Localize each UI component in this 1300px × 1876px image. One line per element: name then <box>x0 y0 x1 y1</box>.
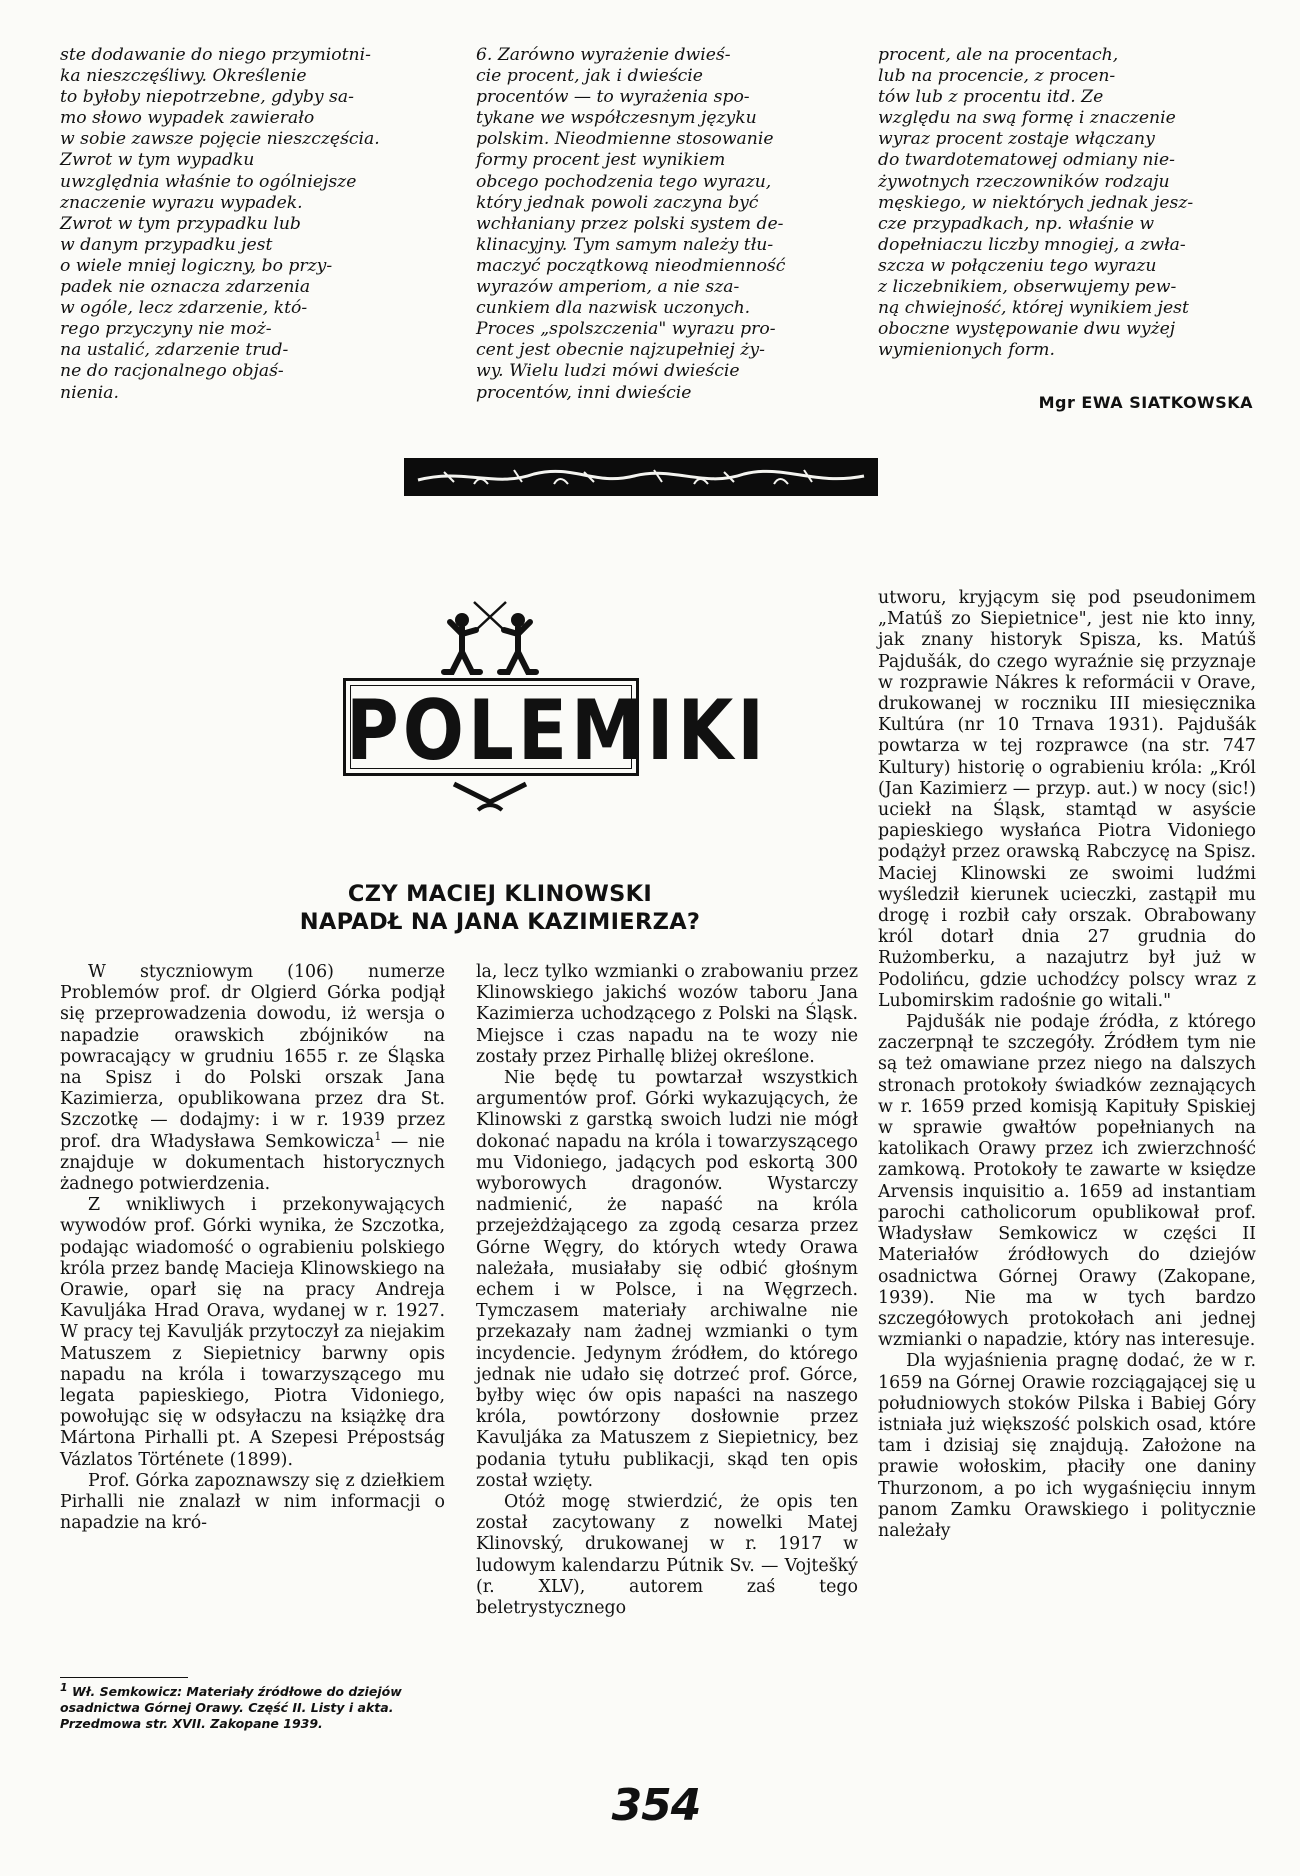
text-line: w sobie zawsze pojęcie nieszczęścia. <box>60 129 380 150</box>
text-line: polskim. Nieodmienne stosowanie <box>476 129 774 150</box>
text-line: tykane we współczesnym języku <box>476 108 757 129</box>
article-column-3 <box>878 588 1256 1542</box>
text-line: Proces „spolszczenia" wyrazu pro- <box>476 319 776 340</box>
footnote <box>60 1680 445 1732</box>
text-line: dopełniaczu liczby mnogiej, a zwła- <box>878 234 1186 255</box>
text-line: szcza w połączeniu tego wyrazu <box>878 255 1157 276</box>
decorative-divider <box>404 458 878 496</box>
text-line: wymienionych form. <box>878 340 1055 361</box>
footnote-mark: 1 <box>60 1680 68 1694</box>
text-line: to byłoby niepotrzebne, gdyby sa- <box>60 87 354 108</box>
text-line: męskiego, w niektórych jednak jesz- <box>878 192 1194 213</box>
text-line: tów lub z procentu itd. Ze <box>878 87 1104 108</box>
text-line: względu na swą formę i znaczenie <box>878 108 1176 129</box>
top-column-1 <box>60 45 445 404</box>
text-line: znaczenie wyrazu wypadek. <box>60 192 303 213</box>
text-line: Zwrot w tym przypadku lub <box>60 213 301 234</box>
paragraph: Otóż mogę stwierdzić, że opis ten został zacytowany z nowelki Matej Klinovský, drukowanej w r. 1917 w ludowym kalendarzu Pútnik Sv. — Vojtešký (r. XLV), autorem zaś tego beletrystycznego <box>476 1492 858 1619</box>
ornament-icon <box>450 780 530 816</box>
text-line: z liczebnikiem, obserwujemy pew- <box>878 277 1177 298</box>
text-line: na ustalić, zdarzenie trud- <box>60 340 289 361</box>
text-line: formy procent jest wynikiem <box>476 150 726 171</box>
footnote-rule <box>60 1677 188 1678</box>
paragraph: utworu, kryjącym się pod pseudonimem „Matúš zo Siepietnice", jest nie kto inny, jak znany historyk Spisza, ks. Matúš Pajdušák, do czego wyraźnie się przyznaje w rozprawie Nákres k reformácii v Orave, drukowanej w roczniku III miesięcznika Kultúra (nr 10 Trnava 1931). Pajdušák powtarza w tej rozprawce (na str. 747 Kultury) historię o ograbieniu króla: „Król (Jan Kazimierz — przyp. aut.) w nocy (sic!) uciekł na Śląsk, stamtąd w asyście papieskiego wysłańca Piotra Vidoniego podążył przez orawską Rabczycę na Spisz. Maciej Klinowski ze swoimi ludźmi wyśledził kierunek ucieczki, zastąpił mu drogę i rozbił cały orszak. Obrabowany król dotarł dnia 27 grudnia do Rużomberku, a nazajutrz był już w Podolińcu, gdzie uchodźcy polscy wraz z Lubomirskim radośnie go witali." <box>878 588 1256 1011</box>
text-line: obcego pochodzenia tego wyrazu, <box>476 171 772 192</box>
text-line: padek nie oznacza zdarzenia <box>60 277 311 298</box>
text-line: procentów, inni dwieście <box>476 382 692 403</box>
footnote-ref: 1 <box>374 1129 382 1143</box>
text-line: wyrazów amperiom, a nie sza- <box>476 277 740 298</box>
title-line: CZY MACIEJ KLINOWSKI <box>347 881 653 907</box>
text-line: wy. Wielu ludzi mówi dwieście <box>476 361 740 382</box>
section-logo <box>325 600 769 818</box>
text-line: ną chwiejność, której wynikiem jest <box>878 298 1189 319</box>
paragraph-text: — nie znajduje w dokumentach historycznych żadnego potwierdzenia. <box>60 1131 445 1195</box>
text-line: żywotnych rzeczowników rodzaju <box>878 171 1170 192</box>
text-line: nienia. <box>60 382 120 403</box>
footnote-text: Wł. Semkowicz: Materiały źródłowe do dziejów osadnictwa Górnej Orawy. Część II. Listy i akta. Przedmowa str. XVII. Zakopane 1939. <box>60 1684 402 1731</box>
text-line: o wiele mniej logiczny, bo przy- <box>60 255 333 276</box>
logo-frame <box>343 678 769 779</box>
text-line: mo słowo wypadek zawierało <box>60 108 315 129</box>
text-line: Zwrot w tym wypadku <box>60 150 255 171</box>
text-line: klinacyjny. Tym samym należy tłu- <box>476 234 774 255</box>
text-line: cent jest obecnie najzupełniej ży- <box>476 340 765 361</box>
top-column-2 <box>476 45 858 404</box>
text-line: ste dodawanie do niego przymiotni- <box>60 45 371 65</box>
text-line: lub na procencie, z procen- <box>878 66 1116 87</box>
text-line: uwzględnia właśnie to ogólniejsze <box>60 171 357 192</box>
fencers-icon <box>410 600 570 680</box>
article-column-1 <box>60 962 445 1534</box>
text-line: cie procent, jak i dwieście <box>476 66 703 87</box>
text-line: procentów — to wyrażenia spo- <box>476 87 750 108</box>
paragraph-text: W styczniowym (106) numerze Problemów prof. dr Olgierd Górka podjął się przeprowadzenia dowodu, iż wersja o napadzie orawskich zbójników na powracający w grudniu 1655 r. ze Śląska na Spisz i do Polski orszak Jana Kazimierza, opublikowana przez dra St. Szczotkę — dodajmy: i w r. 1939 przez prof. dra Władysława Semkowicza <box>60 962 445 1152</box>
paragraph: Prof. Górka zapoznawszy się z dziełkiem Pirhalli nie znalazł w nim informacji o napadzie na kró- <box>60 1470 445 1534</box>
text-line: 6. Zarówno wyrażenie dwieś- <box>476 45 731 65</box>
article-column-2 <box>476 962 858 1619</box>
paragraph: Nie będę tu powtarzał wszystkich argumentów prof. Górki wykazujących, że Klinowski z garstką swoich ludzi nie mógł dokonać napadu na króla i towarzyszącego mu Vidoniego, jadących pod eskortą 300 wyborowych dragonów. Wystarczy nadmienić, że napaść na króla przejeżdżającego za zgodą cesarza przez Górne Węgry, do których wtedy Orawa należała, musiałaby się odbić głośnym echem i w Polsce, i na Węgrzech. Tymczasem materiały archiwalne nie przekazały nam żadnej wzmianki o tym incydencie. Jedynym źródłem, do którego jednak nie udało się dotrzeć prof. Górce, byłby więc ów opis napaści na naszego króla, powtórzony dosłownie przez Kavuljáka za Matuszem z Siepietnicy, bez podania tytułu publikacji, skąd ten opis został wzięty. <box>476 1068 858 1491</box>
paragraph: Dla wyjaśnienia pragnę dodać, że w r. 1659 na Górnej Orawie rozciągającej się u południowych stoków Pilska i Babiej Góry istniała już większość polskich osad, które tam i dzisiaj się znajdują. Założone na prawie wołoskim, płaciły one daniny Thurzonom, a po ich wygaśnięciu innym panom Zamku Orawskiego i politycznie należały <box>878 1351 1256 1541</box>
text-line: oboczne występowanie dwu wyżej <box>878 319 1176 340</box>
article-title <box>200 880 800 936</box>
paragraph: la, lecz tylko wzmianki o zrabowaniu przez Klinowskiego jakichś wozów taboru Jana Kazimierza uchodzącego z Polski na Śląsk. Miejsce i czas napadu na te wozy nie zostały przez Pirhallę bliżej określone. <box>476 962 858 1067</box>
top-column-3 <box>878 45 1256 361</box>
text-line: w ogóle, lecz zdarzenie, któ- <box>60 298 308 319</box>
logo-title: POLEMIKI <box>346 681 769 779</box>
text-line: ne do racjonalnego objaś- <box>60 361 284 382</box>
title-line: NAPADŁ NA JANA KAZIMIERZA? <box>299 909 701 935</box>
author-signature: Mgr EWA SIATKOWSKA <box>1038 393 1253 412</box>
text-line: do twardotematowej odmiany nie- <box>878 150 1175 171</box>
text-line: procent, ale na procentach, <box>878 45 1119 65</box>
text-line: maczyć początkową nieodmienność <box>476 255 786 276</box>
paragraph: Pajdušák nie podaje źródła, z którego zaczerpnął te szczegóły. Źródłem tym nie są też omawiane przez niego na dalszych stronach protokoły świadków zeznających w r. 1659 przed komisją Kapituły Spiskiej w sprawie gwałtów popełnianych na katolikach Orawy przez ich zwierzchność zamkową. Protokoły te zawarte w księdze Arvensis inquisitio a. 1659 ad instantiam parochi catholicorum opublikował prof. Władysław Semkowicz w części II Materiałów źródłowych do dziejów osadnictwa Górnej Orawy (Zakopane, 1939). Nie ma w tych bardzo szczegółowych protokołach ani jednej wzmianki o napadzie, który nas interesuje. <box>878 1012 1256 1351</box>
text-line: rego przyczyny nie moż- <box>60 319 272 340</box>
text-line: który jednak powoli zaczyna być <box>476 192 759 213</box>
text-line: w danym przypadku jest <box>60 234 273 255</box>
text-line: cunkiem dla nazwisk uczonych. <box>476 298 751 319</box>
paragraph <box>60 962 445 1195</box>
text-line: cze przypadkach, np. właśnie w <box>878 213 1155 234</box>
text-line: wchłaniany przez polski system de- <box>476 213 784 234</box>
text-line: ka nieszczęśliwy. Określenie <box>60 66 307 87</box>
text-line: wyraz procent zostaje włączany <box>878 129 1155 150</box>
page-number: 354 <box>611 1780 701 1831</box>
paragraph: Z wnikliwych i przekonywających wywodów prof. Górki wynika, że Szczotka, podając wiadomość o ograbieniu polskiego króla przez bandę Macieja Klinowskiego na Orawie, oparł się na pracy Andreja Kavuljáka Hrad Orava, wydanej w r. 1927. W pracy tej Kavulják przytoczył za niejakim Matuszem z Siepietnicy barwny opis napadu na króla i towarzyszącego mu legata papieskiego, Piotra Vidoniego, powołując się w odsyłaczu na książkę dra Mártona Pirhalli pt. A Szepesi Prépostság Vázlatos Története (1899). <box>60 1195 445 1470</box>
